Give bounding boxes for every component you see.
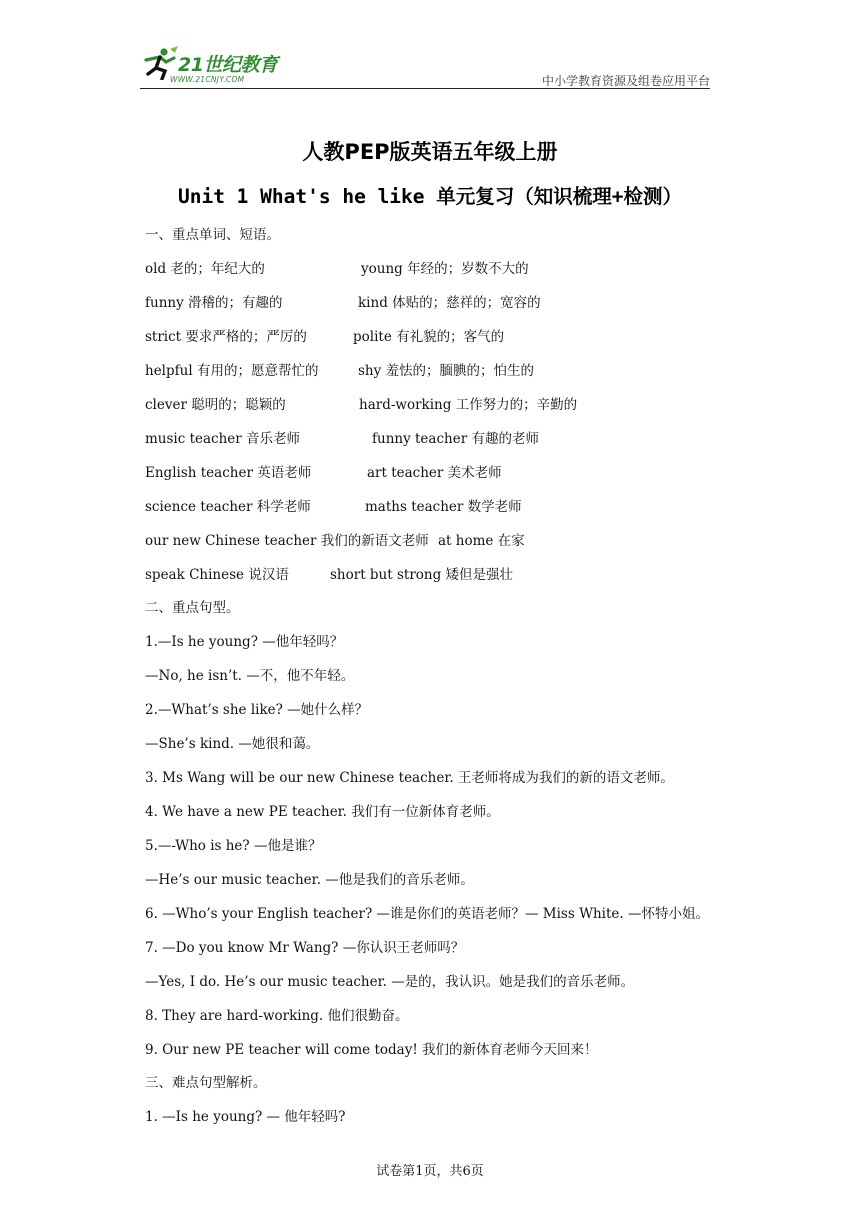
vocab-left: science teacher 科学老师 xyxy=(145,499,311,515)
page-header xyxy=(140,44,710,90)
sentence-line: 7. —Do you know Mr Wang? —你认识王老师吗？ xyxy=(145,940,465,956)
sentence-line: —He’s our music teacher. —他是我们的音乐老师。 xyxy=(145,872,474,888)
platform-name: 中小学教育资源及组卷应用平台 xyxy=(541,74,710,88)
sentence-line: 1.—Is he young? —他年轻吗？ xyxy=(145,634,344,650)
vocab-left: English teacher 英语老师 xyxy=(145,465,312,481)
sentence-line: 8. They are hard-working. 他们很勤奋。 xyxy=(145,1008,409,1024)
sentence-line: 9. Our new PE teacher will come today! 我们的新体育老师今天回来！ xyxy=(145,1042,598,1058)
vocab-right: funny teacher 有趣的老师 xyxy=(372,431,539,447)
vocab-left: old 老的；年纪大的 xyxy=(145,261,265,277)
sentence-line: —Yes, I do. He’s our music teacher. —是的，我认识。她是我们的音乐老师。 xyxy=(145,974,635,990)
vocab-right: at home 在家 xyxy=(438,533,525,549)
vocab-left: speak Chinese 说汉语 xyxy=(145,567,289,583)
document-title: 人教PEP版英语五年级上册 xyxy=(302,140,558,164)
sentence-line: 5.—-Who is he? —他是谁？ xyxy=(145,838,322,854)
vocab-right: art teacher 美术老师 xyxy=(367,465,502,481)
logo xyxy=(140,44,310,88)
vocab-left: our new Chinese teacher 我们的新语文老师 xyxy=(145,533,429,549)
vocab-right: polite 有礼貌的；客气的 xyxy=(353,329,505,345)
vocab-right: short but strong 矮但是强壮 xyxy=(330,567,514,583)
sentence-line: —No, he isn’t. —不，他不年轻。 xyxy=(145,668,355,684)
section1-heading: 一、重点单词、短语。 xyxy=(145,227,280,243)
document-subtitle: Unit 1 What's he like 单元复习（知识梳理+检测） xyxy=(177,185,683,208)
section2-heading: 二、重点句型。 xyxy=(145,600,240,616)
vocab-left: music teacher 音乐老师 xyxy=(145,431,301,447)
vocab-left: clever 聪明的；聪颖的 xyxy=(145,397,286,413)
logo-text: 21世纪教育 xyxy=(178,54,278,76)
vocab-left: helpful 有用的；愿意帮忙的 xyxy=(145,363,319,379)
sentence-line: 2.—What’s she like? —她什么样？ xyxy=(145,702,369,718)
section3-heading: 三、难点句型解析。 xyxy=(145,1075,267,1091)
sentence-line: 4. We have a new PE teacher. 我们有一位新体育老师。 xyxy=(145,804,500,820)
logo-url: WWW.21CNJY.COM xyxy=(170,75,245,84)
sentence-line: 6. —Who’s your English teacher? —谁是你们的英语老师？— Miss White. —怀特小姐。 xyxy=(145,906,709,922)
sentence-line: —She’s kind. —她很和蔼。 xyxy=(145,736,320,752)
vocab-left: strict 要求严格的；严厉的 xyxy=(145,329,307,345)
sentence-line: 1. —Is he young? — 他年轻吗? xyxy=(145,1109,346,1125)
page-footer: 试卷第1页，共6页 xyxy=(376,1164,484,1179)
vocab-left: funny 滑稽的；有趣的 xyxy=(145,295,283,311)
vocab-right: young 年经的；岁数不大的 xyxy=(361,261,529,277)
vocab-right: maths teacher 数学老师 xyxy=(365,499,522,515)
sentence-line: 3. Ms Wang will be our new Chinese teacher. 王老师将成为我们的新的语文老师。 xyxy=(145,770,674,786)
vocab-right: kind 体贴的；慈祥的；宽容的 xyxy=(358,295,541,311)
header-divider xyxy=(140,88,710,89)
vocab-right: hard-working 工作努力的；辛勤的 xyxy=(359,397,578,413)
vocab-right: shy 羞怯的；腼腆的；怕生的 xyxy=(358,363,535,379)
